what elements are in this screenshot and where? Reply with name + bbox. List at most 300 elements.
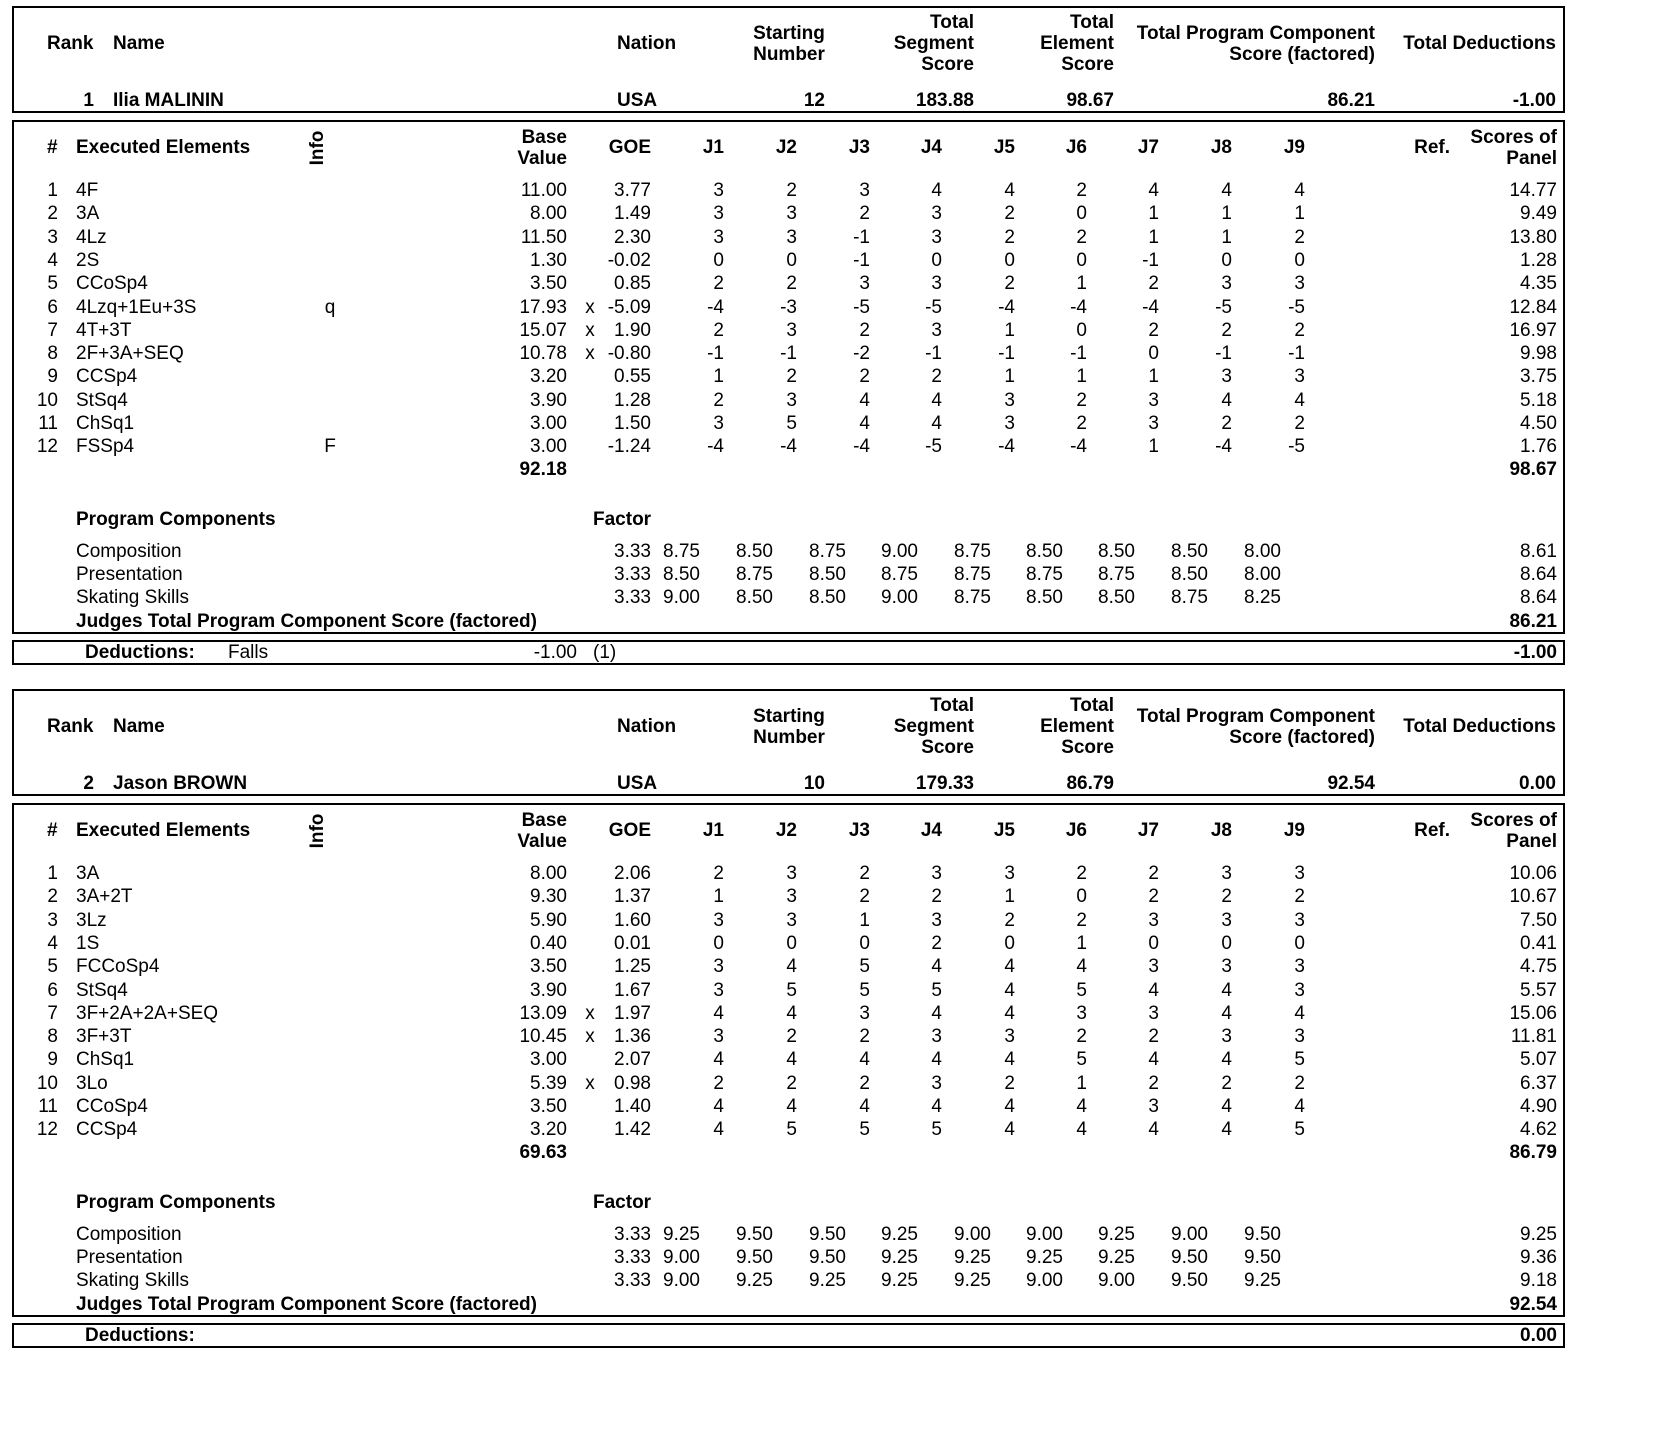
element-base-value: 9.30 <box>530 886 567 908</box>
element-row <box>0 933 1665 956</box>
element-goe: 1.67 <box>614 979 651 1001</box>
element-base-value: 3.00 <box>530 1049 567 1071</box>
judge-8-score: 4 <box>1221 180 1232 201</box>
component-judge-8-score: 9.50 <box>1171 1270 1208 1291</box>
judge-1-score: 1 <box>713 886 724 908</box>
rank-header: Rank <box>47 716 94 737</box>
judge-2-score: 0 <box>786 249 797 271</box>
judge-9-score: -1 <box>1288 343 1305 365</box>
program-component-row <box>0 1247 1665 1270</box>
element-bonus-marker: x <box>585 1072 595 1094</box>
element-base-value: 3.20 <box>530 1119 567 1141</box>
judge-5-score: 3 <box>1004 413 1015 434</box>
element-goe: -0.80 <box>607 343 651 365</box>
judge-6-score: -4 <box>1070 296 1087 318</box>
judge-2-score: -1 <box>780 343 797 365</box>
judge-3-score: 3 <box>859 273 870 295</box>
element-base-value: 1.30 <box>530 249 567 271</box>
element-base-value: 3.00 <box>530 413 567 434</box>
element-row <box>0 366 1665 389</box>
judge-2-score: 3 <box>786 909 797 931</box>
judge-7-score: 1 <box>1148 366 1159 388</box>
judge-3-score: 4 <box>859 413 870 434</box>
judge-2-score: 4 <box>786 1096 797 1117</box>
judge-3-score: 2 <box>859 1026 870 1048</box>
judge-5-score: 3 <box>1004 863 1015 884</box>
judge-8-score: 3 <box>1221 956 1232 978</box>
executed-elements-header: Executed Elements <box>76 820 251 841</box>
judge-2-score: 5 <box>786 1119 797 1141</box>
judge-6-score: 2 <box>1076 389 1087 411</box>
judge-7-score: 2 <box>1148 319 1159 341</box>
component-factor: 3.33 <box>614 1270 651 1291</box>
judge-4-score: 2 <box>931 366 942 388</box>
deduction-total: 0.00 <box>1520 1325 1557 1346</box>
judge-7-score: 3 <box>1148 956 1159 978</box>
total-pcs-header: Total Program Component Score (factored) <box>1136 706 1375 748</box>
judge-4-score: 4 <box>931 956 942 978</box>
element-goe: 1.60 <box>614 909 651 931</box>
judge-3-score: -2 <box>853 343 870 365</box>
element-number: 1 <box>47 863 58 884</box>
component-judge-3-score: 8.50 <box>809 587 846 608</box>
judge-7-score: 3 <box>1148 1002 1159 1024</box>
element-bonus-marker: x <box>585 1002 595 1024</box>
component-judge-1-score: 9.25 <box>663 1224 700 1245</box>
judge-2-score: -3 <box>780 296 797 318</box>
element-code: 1S <box>76 932 100 954</box>
component-name: Presentation <box>76 1247 183 1268</box>
component-judge-1-score: 8.75 <box>663 541 700 562</box>
judge-7-score: 2 <box>1148 273 1159 295</box>
component-judge-8-score: 9.00 <box>1171 1224 1208 1245</box>
judge-5-score: 2 <box>1004 1072 1015 1094</box>
element-code: ChSq1 <box>76 1049 135 1071</box>
element-number: 2 <box>47 886 58 908</box>
element-base-value: 0.40 <box>530 932 567 954</box>
element-number: 10 <box>36 1072 58 1094</box>
judge-5-score: 4 <box>1004 1119 1015 1141</box>
ref-header: Ref. <box>1414 820 1450 841</box>
element-code: 3Lo <box>76 1072 108 1094</box>
component-judge-7-score: 9.25 <box>1098 1247 1135 1268</box>
element-goe: 2.07 <box>614 1049 651 1071</box>
element-bonus-marker: x <box>585 319 595 341</box>
total-segment-score-value: 179.33 <box>915 773 974 794</box>
program-component-row <box>0 541 1665 564</box>
element-code: CCSp4 <box>76 1119 138 1141</box>
judge-8-score: 4 <box>1221 1002 1232 1024</box>
judge-9-score: 5 <box>1294 1049 1305 1071</box>
element-base-value: 8.00 <box>530 863 567 884</box>
judge-9-score: 2 <box>1294 886 1305 908</box>
judge-header-7: J7 <box>1137 820 1159 841</box>
judge-4-score: 3 <box>931 273 942 295</box>
component-judge-1-score: 8.50 <box>663 564 700 585</box>
rank-value: 2 <box>83 773 94 794</box>
info-header: Info <box>307 813 328 849</box>
component-judge-5-score: 9.25 <box>954 1270 991 1291</box>
judge-2-score: 3 <box>786 203 797 225</box>
starting-number-value: 10 <box>803 773 825 794</box>
goe-header: GOE <box>608 137 651 158</box>
program-components-title: Program Components <box>76 509 276 530</box>
base-value-total: 69.63 <box>519 1142 567 1163</box>
element-row <box>0 1119 1665 1142</box>
element-goe: 0.85 <box>614 273 651 295</box>
element-row <box>0 910 1665 933</box>
judge-7-score: -1 <box>1142 249 1159 271</box>
base-value-header: Base Value <box>517 127 567 169</box>
element-code: 3A+2T <box>76 886 133 908</box>
scores-of-panel-header: Scores of Panel <box>1470 810 1557 852</box>
judge-6-score: 4 <box>1076 956 1087 978</box>
judge-8-score: 4 <box>1221 1096 1232 1117</box>
judge-9-score: 2 <box>1294 1072 1305 1094</box>
component-panel-score: 8.64 <box>1520 587 1557 608</box>
component-judge-7-score: 8.50 <box>1098 541 1135 562</box>
judge-1-score: 2 <box>713 273 724 295</box>
component-judge-6-score: 8.50 <box>1026 541 1063 562</box>
judge-1-score: 4 <box>713 1049 724 1071</box>
deductions-box <box>12 1323 1565 1348</box>
element-code: 3F+3T <box>76 1026 132 1048</box>
element-code: 2F+3A+SEQ <box>76 343 184 365</box>
component-judge-7-score: 8.75 <box>1098 564 1135 585</box>
judge-6-score: 4 <box>1076 1119 1087 1141</box>
judge-2-score: 5 <box>786 413 797 434</box>
factor-header: Factor <box>593 509 652 530</box>
element-number: 9 <box>47 1049 58 1071</box>
judge-header-9: J9 <box>1283 137 1305 158</box>
element-number: 7 <box>47 319 58 341</box>
judge-2-score: 5 <box>786 979 797 1001</box>
element-goe: -5.09 <box>607 296 651 318</box>
element-code: 4Lz <box>76 226 107 248</box>
judge-8-score: -1 <box>1215 343 1232 365</box>
judge-7-score: 3 <box>1148 389 1159 411</box>
judge-7-score: 1 <box>1148 203 1159 225</box>
judge-header-1: J1 <box>702 137 724 158</box>
total-element-score-value: 86.79 <box>1066 773 1114 794</box>
judge-4-score: 4 <box>931 180 942 201</box>
judge-2-score: 3 <box>786 389 797 411</box>
element-base-value: 3.00 <box>530 436 567 458</box>
element-number: 5 <box>47 273 58 295</box>
element-number: 10 <box>36 389 58 411</box>
judge-1-score: 0 <box>713 249 724 271</box>
judge-7-score: 0 <box>1148 343 1159 365</box>
total-deductions-value: -1.00 <box>1512 90 1556 111</box>
component-name: Composition <box>76 1224 182 1245</box>
judge-3-score: 2 <box>859 1072 870 1094</box>
judge-9-score: 4 <box>1294 180 1305 201</box>
judge-6-score: -1 <box>1070 343 1087 365</box>
judge-3-score: 2 <box>859 203 870 225</box>
judge-3-score: 4 <box>859 389 870 411</box>
judge-3-score: 3 <box>859 180 870 201</box>
judge-5-score: -1 <box>998 343 1015 365</box>
executed-elements-header: Executed Elements <box>76 137 251 158</box>
component-judge-4-score: 9.25 <box>881 1270 918 1291</box>
element-goe: 1.50 <box>614 413 651 434</box>
name-header: Name <box>113 716 165 737</box>
judge-header-6: J6 <box>1065 137 1087 158</box>
element-base-value: 17.93 <box>519 296 567 318</box>
element-panel-score: 12.84 <box>1509 296 1557 318</box>
component-judge-1-score: 9.00 <box>663 1247 700 1268</box>
element-base-value: 13.09 <box>519 1002 567 1024</box>
judge-9-score: 0 <box>1294 932 1305 954</box>
element-code: FCCoSp4 <box>76 956 160 978</box>
element-number: 12 <box>36 1119 58 1141</box>
element-base-value: 3.20 <box>530 366 567 388</box>
skater-name: Ilia MALININ <box>113 90 224 111</box>
element-goe: 2.06 <box>614 863 651 884</box>
component-judge-2-score: 8.50 <box>736 541 773 562</box>
judge-7-score: 2 <box>1148 886 1159 908</box>
element-code: 3F+2A+2A+SEQ <box>76 1002 219 1024</box>
component-judge-8-score: 8.50 <box>1171 564 1208 585</box>
judge-header-7: J7 <box>1137 137 1159 158</box>
panel-total: 86.79 <box>1509 1142 1557 1163</box>
judge-7-score: 2 <box>1148 863 1159 884</box>
element-panel-score: 4.90 <box>1520 1096 1557 1117</box>
judge-7-score: 4 <box>1148 180 1159 201</box>
deduction-count: (1) <box>593 642 617 663</box>
element-panel-score: 11.81 <box>1510 1026 1557 1048</box>
judge-9-score: 3 <box>1294 863 1305 884</box>
component-name: Composition <box>76 541 182 562</box>
judge-4-score: 4 <box>931 1002 942 1024</box>
nation-header: Nation <box>617 716 677 737</box>
starting-number-header: Starting Number <box>753 23 825 65</box>
judge-header-5: J5 <box>993 820 1015 841</box>
judge-header-1: J1 <box>702 820 724 841</box>
factor-header: Factor <box>593 1192 652 1213</box>
panel-total: 98.67 <box>1509 459 1557 480</box>
judge-1-score: 4 <box>713 1002 724 1024</box>
judge-9-score: 4 <box>1294 389 1305 411</box>
element-panel-score: 1.76 <box>1520 436 1557 458</box>
judge-3-score: 2 <box>859 366 870 388</box>
judge-9-score: 3 <box>1294 956 1305 978</box>
element-panel-score: 5.57 <box>1520 979 1557 1001</box>
judge-4-score: 5 <box>931 979 942 1001</box>
total-element-score-header: Total Element Score <box>1040 12 1114 75</box>
judge-7-score: 3 <box>1148 413 1159 434</box>
base-value-header: Base Value <box>517 810 567 852</box>
component-judge-7-score: 9.00 <box>1098 1270 1135 1291</box>
component-name: Skating Skills <box>76 587 189 608</box>
judge-5-score: 2 <box>1004 203 1015 225</box>
judge-3-score: 1 <box>859 909 870 931</box>
component-judge-4-score: 8.75 <box>881 564 918 585</box>
judge-2-score: -4 <box>780 436 797 458</box>
judge-8-score: 1 <box>1221 203 1232 225</box>
element-row <box>0 343 1665 366</box>
component-judge-8-score: 9.50 <box>1171 1247 1208 1268</box>
judge-5-score: 0 <box>1004 249 1015 271</box>
judge-header-6: J6 <box>1065 820 1087 841</box>
element-goe: 3.77 <box>614 180 651 201</box>
element-row <box>0 1003 1665 1026</box>
element-number: 4 <box>47 249 58 271</box>
element-base-value: 5.90 <box>530 909 567 931</box>
judge-7-score: 2 <box>1148 1072 1159 1094</box>
element-row <box>0 956 1665 979</box>
element-goe: 2.30 <box>614 226 651 248</box>
judge-8-score: 1 <box>1221 226 1232 248</box>
judge-3-score: 5 <box>859 979 870 1001</box>
component-factor: 3.33 <box>614 1224 651 1245</box>
total-pcs-header: Total Program Component Score (factored) <box>1136 23 1375 65</box>
component-judge-6-score: 8.50 <box>1026 587 1063 608</box>
element-base-value: 3.50 <box>530 956 567 978</box>
component-judge-9-score: 8.00 <box>1244 564 1281 585</box>
judge-5-score: -4 <box>998 436 1015 458</box>
element-base-value: 3.50 <box>530 1096 567 1117</box>
component-name: Skating Skills <box>76 1270 189 1291</box>
judge-4-score: 4 <box>931 1049 942 1071</box>
judge-7-score: 1 <box>1148 436 1159 458</box>
total-pcs-value: 86.21 <box>1327 90 1375 111</box>
element-number: 9 <box>47 366 58 388</box>
ref-header: Ref. <box>1414 137 1450 158</box>
element-row <box>0 436 1665 459</box>
deduction-value: -1.00 <box>533 642 577 663</box>
element-panel-score: 16.97 <box>1509 319 1557 341</box>
judge-7-score: 1 <box>1148 226 1159 248</box>
judge-5-score: 1 <box>1004 886 1015 908</box>
judge-1-score: 3 <box>713 956 724 978</box>
judge-6-score: 1 <box>1076 366 1087 388</box>
component-judge-9-score: 8.00 <box>1244 541 1281 562</box>
judge-5-score: 4 <box>1004 1049 1015 1071</box>
component-judge-6-score: 9.00 <box>1026 1224 1063 1245</box>
judge-8-score: 0 <box>1221 932 1232 954</box>
judge-1-score: 4 <box>713 1119 724 1141</box>
judge-6-score: 2 <box>1076 909 1087 931</box>
element-number: 5 <box>47 956 58 978</box>
judge-5-score: 3 <box>1004 1026 1015 1048</box>
skater-scorecard <box>0 0 1665 690</box>
judge-9-score: 5 <box>1294 1119 1305 1141</box>
element-number: 8 <box>47 343 58 365</box>
element-row <box>0 413 1665 436</box>
judge-1-score: 3 <box>713 1026 724 1048</box>
judge-9-score: 3 <box>1294 979 1305 1001</box>
element-panel-score: 5.07 <box>1520 1049 1557 1071</box>
component-judge-5-score: 8.75 <box>954 541 991 562</box>
total-segment-score-header: Total Segment Score <box>893 695 974 758</box>
judge-8-score: 2 <box>1221 1072 1232 1094</box>
component-judge-4-score: 9.00 <box>881 587 918 608</box>
element-row <box>0 227 1665 250</box>
element-row <box>0 980 1665 1003</box>
judge-6-score: 5 <box>1076 979 1087 1001</box>
element-number: 11 <box>38 1096 58 1117</box>
element-row <box>0 390 1665 413</box>
judge-1-score: -4 <box>707 296 724 318</box>
element-panel-score: 4.35 <box>1520 273 1557 295</box>
judge-4-score: 3 <box>931 863 942 884</box>
judge-8-score: 2 <box>1221 319 1232 341</box>
element-code: CCoSp4 <box>76 273 148 295</box>
judge-2-score: 2 <box>786 1072 797 1094</box>
component-judge-5-score: 8.75 <box>954 587 991 608</box>
deductions-label: Deductions: <box>85 642 195 663</box>
judge-9-score: -5 <box>1288 296 1305 318</box>
judge-8-score: 3 <box>1221 863 1232 884</box>
judge-header-4: J4 <box>920 820 942 841</box>
nation-header: Nation <box>617 33 677 54</box>
element-panel-score: 13.80 <box>1509 226 1557 248</box>
judge-8-score: -5 <box>1215 296 1232 318</box>
nation-value: USA <box>617 773 658 794</box>
program-component-row <box>0 564 1665 587</box>
judge-4-score: 5 <box>931 1119 942 1141</box>
element-panel-score: 4.62 <box>1520 1119 1557 1141</box>
program-component-row <box>0 1224 1665 1247</box>
component-judge-2-score: 9.25 <box>736 1270 773 1291</box>
judge-4-score: 3 <box>931 1072 942 1094</box>
element-base-value: 11.00 <box>520 180 567 201</box>
element-goe: 0.55 <box>614 366 651 388</box>
judge-8-score: 3 <box>1221 273 1232 295</box>
element-bonus-marker: x <box>585 296 595 318</box>
component-judge-6-score: 9.00 <box>1026 1270 1063 1291</box>
element-goe: 1.90 <box>614 319 651 341</box>
judge-6-score: 0 <box>1076 249 1087 271</box>
component-factor: 3.33 <box>614 587 651 608</box>
judge-9-score: 3 <box>1294 909 1305 931</box>
element-panel-score: 4.75 <box>1520 956 1557 978</box>
element-base-value: 10.78 <box>519 343 567 365</box>
judge-6-score: 4 <box>1076 1096 1087 1117</box>
deductions-label: Deductions: <box>85 1325 195 1346</box>
total-deductions-header: Total Deductions <box>1403 716 1556 737</box>
element-base-value: 5.39 <box>530 1072 567 1094</box>
element-panel-score: 0.41 <box>1520 932 1557 954</box>
judge-9-score: 2 <box>1294 319 1305 341</box>
name-header: Name <box>113 33 165 54</box>
element-code: 2S <box>76 249 100 271</box>
element-row <box>0 863 1665 886</box>
element-info: F <box>324 436 336 458</box>
component-judge-9-score: 9.50 <box>1244 1224 1281 1245</box>
judge-4-score: -1 <box>925 343 942 365</box>
judge-3-score: 0 <box>859 932 870 954</box>
skater-name: Jason BROWN <box>113 773 248 794</box>
judge-6-score: 1 <box>1076 1072 1087 1094</box>
judge-4-score: 2 <box>931 932 942 954</box>
element-row <box>0 297 1665 320</box>
component-panel-score: 9.18 <box>1520 1270 1557 1291</box>
judge-1-score: 2 <box>713 389 724 411</box>
component-judge-1-score: 9.00 <box>663 587 700 608</box>
judge-1-score: 3 <box>713 909 724 931</box>
goe-header: GOE <box>608 820 651 841</box>
judge-8-score: 3 <box>1221 366 1232 388</box>
judge-3-score: 5 <box>859 956 870 978</box>
judge-header-8: J8 <box>1210 137 1232 158</box>
starting-number-value: 12 <box>803 90 825 111</box>
judge-1-score: 0 <box>713 932 724 954</box>
element-panel-score: 4.50 <box>1520 413 1557 434</box>
judge-3-score: 3 <box>859 1002 870 1024</box>
judge-8-score: 4 <box>1221 389 1232 411</box>
